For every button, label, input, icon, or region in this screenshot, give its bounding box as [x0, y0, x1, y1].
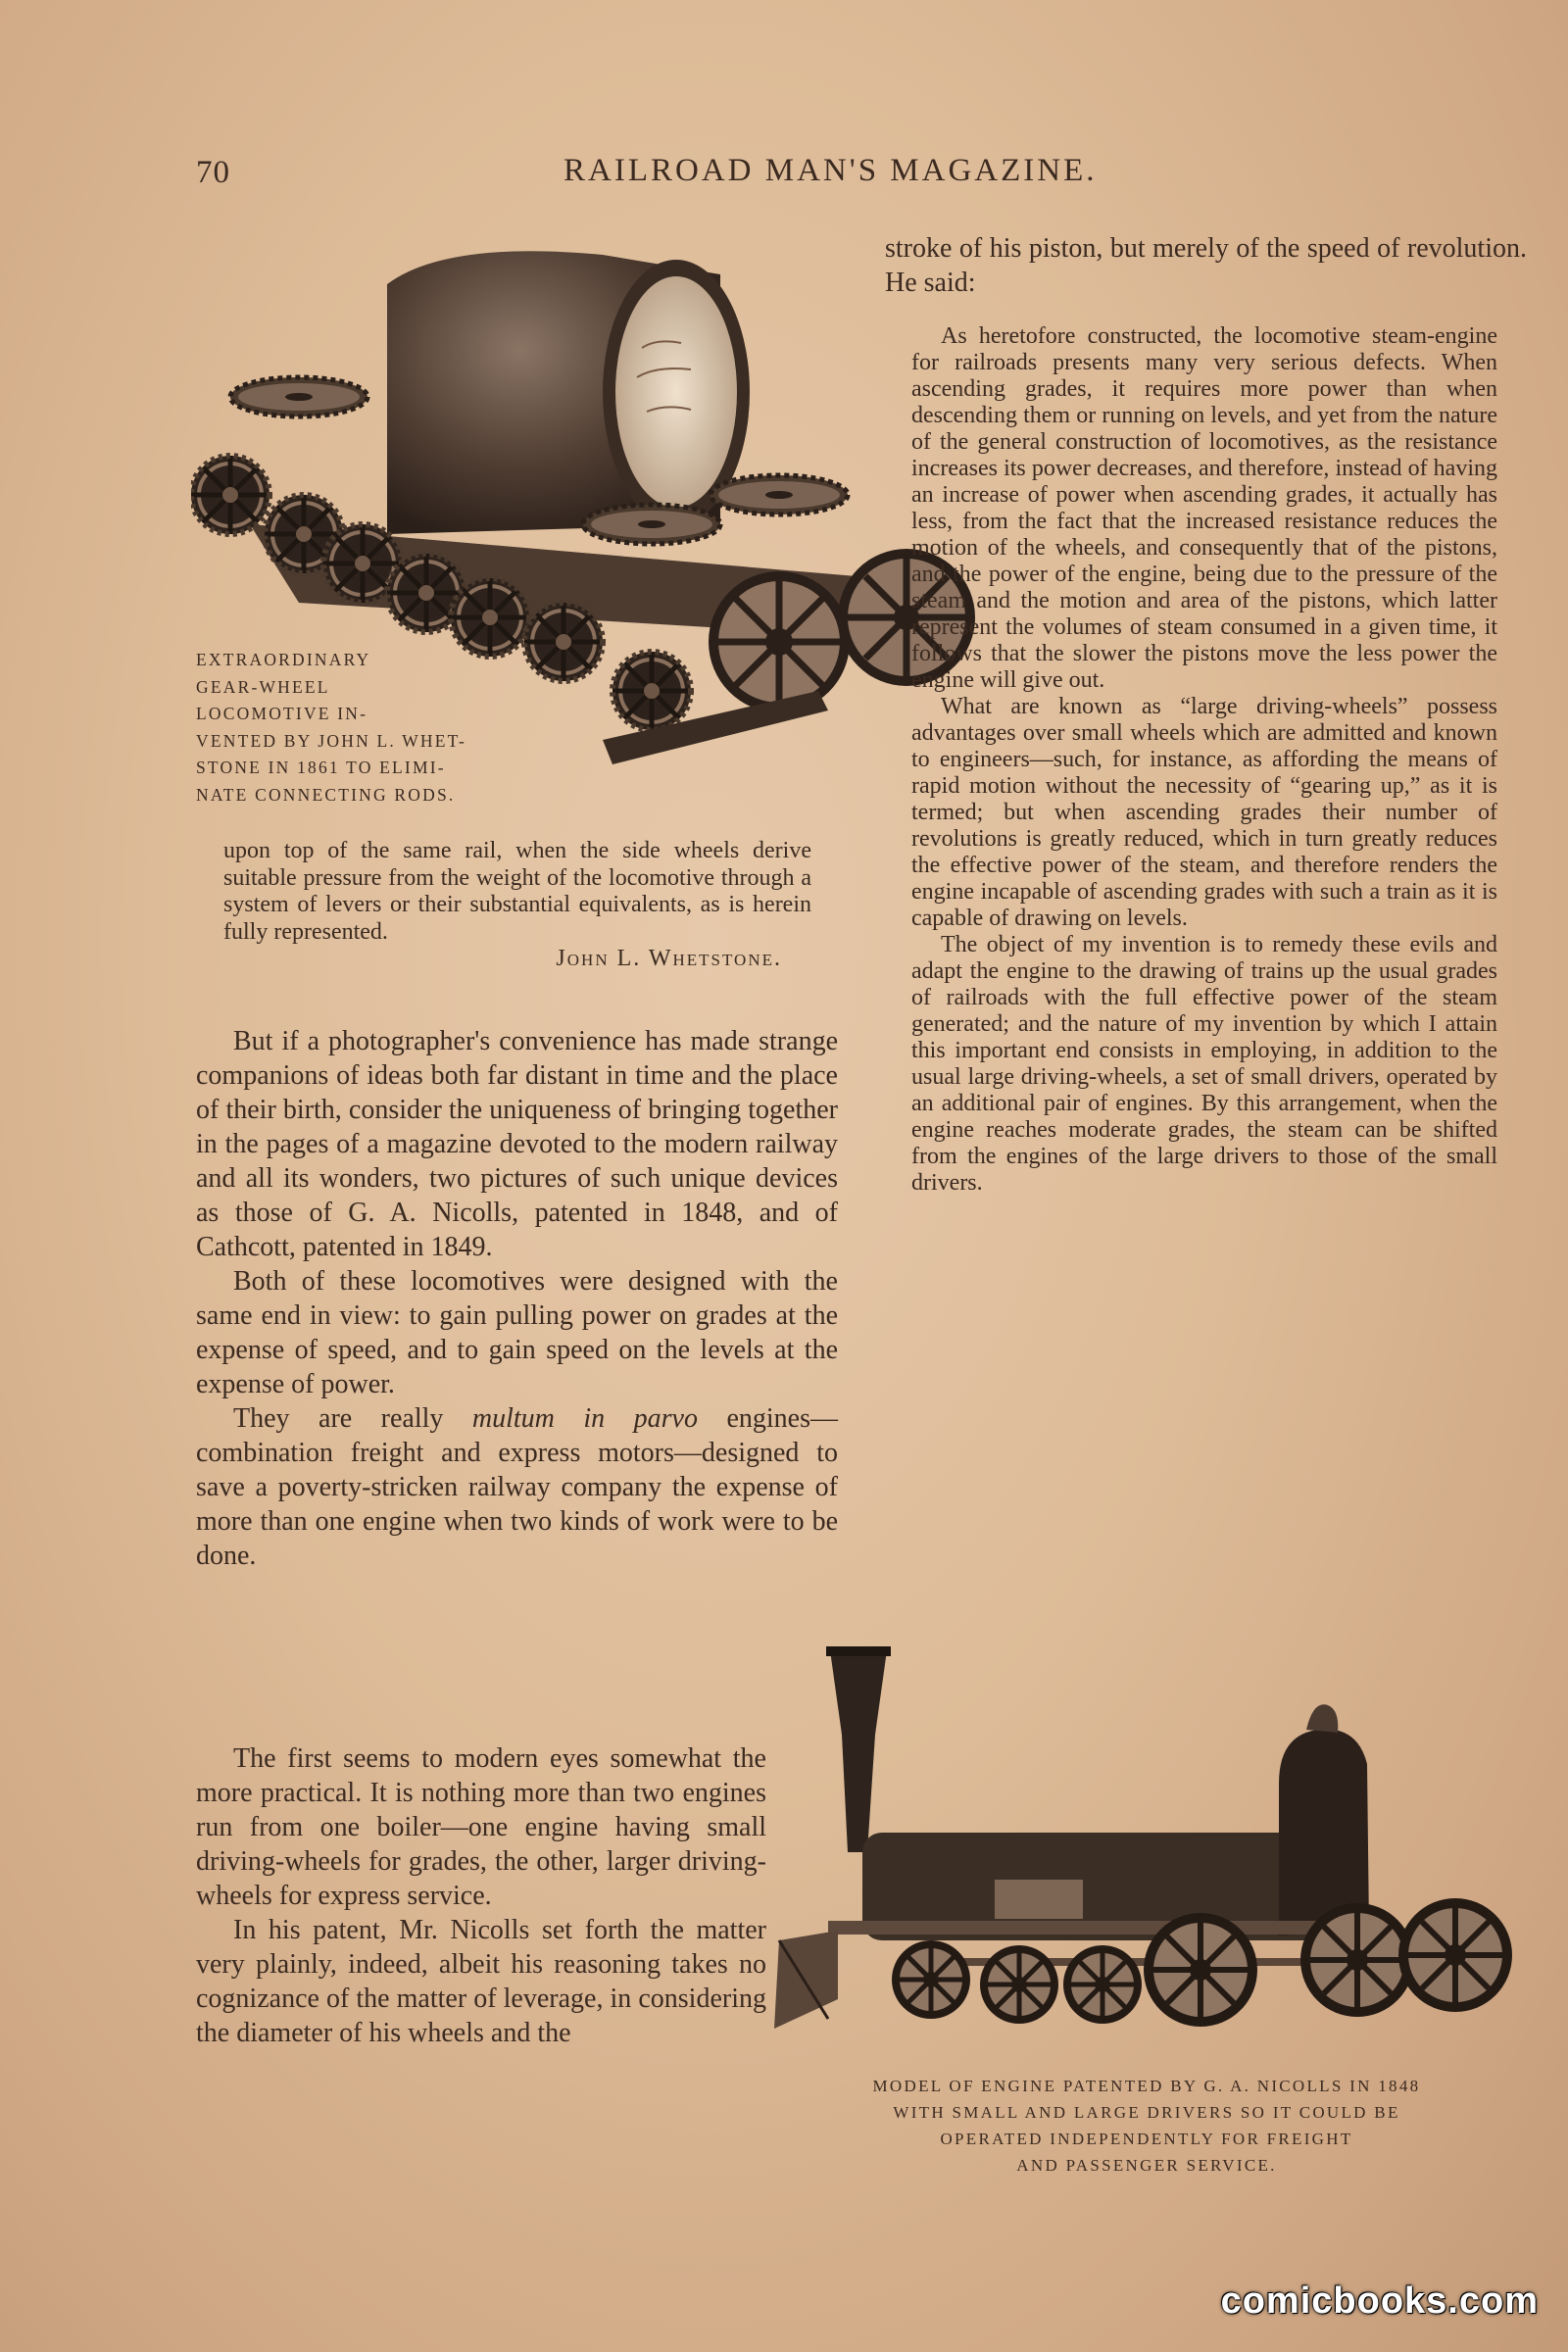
watermark: comicbooks.com	[1220, 2280, 1539, 2322]
caption-line: VENTED BY JOHN L. WHET-	[196, 730, 466, 751]
caption-line: NATE CONNECTING RODS.	[196, 784, 456, 805]
paragraph: The first seems to modern eyes somewhat the more practical. It is nothing more than two engines run from one boiler—one engine having small driving-wheels for grades, the other, larger driving-wheels for express service.	[196, 1743, 766, 1911]
quote-signature: John L. Whetstone.	[556, 946, 782, 971]
caption-line: WITH SMALL AND LARGE DRIVERS SO IT COULD BE	[893, 2103, 1400, 2122]
nicolls-patent-quote	[911, 323, 1497, 1197]
running-head: RAILROAD MAN'S MAGAZINE.	[564, 153, 1098, 188]
left-column-narrow	[196, 1741, 766, 2050]
paragraph: In his patent, Mr. Nicolls set forth the matter very plainly, indeed, albeit his reasoning takes no cognizance of the matter of leverage, in considering the diameter of his wheels and the	[196, 1915, 766, 2048]
whetstone-patent-quote	[223, 838, 811, 973]
bottom-figure-caption	[764, 2073, 1529, 2179]
text-run: engines—combination freight and express motors—designed to save a poverty-stricken railway company the expense of more than one engine when two kinds of work were to be done.	[196, 1403, 838, 1571]
paragraph: Both of these locomotives were designed with the same end in view: to gain pulling power on grades at the expense of speed, and to gain speed on the levels at the expense of power.	[196, 1266, 838, 1399]
top-figure-caption	[196, 647, 588, 808]
nicolls-locomotive-illustration	[769, 1646, 1524, 2058]
caption-line: EXTRAORDINARY	[196, 650, 371, 669]
caption-line: OPERATED INDEPENDENTLY FOR FREIGHT	[940, 2130, 1353, 2148]
paragraph	[196, 1401, 838, 1573]
paragraph: As heretofore constructed, the locomotive steam-engine for railroads presents many very serious defects. When ascending grades, it requires more power than when descending them or running on levels, and yet from the nature of the general construction of locomotives, as the resistance increases its power decreases, and therefore, instead of having an increase of power when ascending grades, it actually has less, from the fact that the increased resistance reduces the motion of the wheels, and consequently that of the pistons, and the power of the engine, being due to the pressure of the steam and the motion and area of the pistons, which latter represent the volumes of steam consumed in a given time, it follows that the slower the pistons move the less power the engine will give out.	[911, 323, 1497, 693]
caption-line: GEAR-WHEEL	[196, 676, 330, 697]
nicolls-engine-photo	[769, 1646, 1524, 2058]
caption-line: STONE IN 1861 TO ELIMI-	[196, 758, 446, 777]
paragraph: What are known as “large driving-wheels” possess advantages over small wheels which are admitted and known to engineers—such, for instance, as affording the means of rapid motion without the necessity of “gearing up,” as it is termed; but when ascending grades their number of revolutions is greatly reduced, which in turn greatly reduces the effective power of the steam, and therefore renders the engine incapable of ascending grades with such a train as it is capable of drawing on levels.	[911, 694, 1497, 931]
caption-line: MODEL OF ENGINE PATENTED BY G. A. NICOLLS IN 1848	[872, 2077, 1421, 2095]
right-column-intro: stroke of his piston, but merely of the speed of revolution. He said:	[885, 233, 1527, 298]
caption-line: AND PASSENGER SERVICE.	[1016, 2156, 1277, 2175]
page-number: 70	[196, 155, 230, 190]
paragraph: The object of my invention is to remedy these evils and adapt the engine to the drawing of trains up the usual grades of railroads with the full effective power of the steam generated; and the nature of my invention by which I attain this important end consists in employing, in addition to the usual large driving-wheels, a set of small drivers, operated by an additional pair of engines. By this arrangement, when the engine reaches moderate grades, the steam can be shifted from the engines of the large drivers to those of the small drivers.	[911, 932, 1497, 1196]
italic-phrase: multum in parvo	[471, 1403, 698, 1434]
left-column-body	[196, 1024, 838, 1573]
paragraph: But if a photographer's convenience has made strange companions of ideas both far distant in time and the place of their birth, consider the uniqueness of bringing together in the pages of a magazine devoted to the modern railway and all its wonders, two pictures of such unique devices as those of G. A. Nicolls, patented in 1848, and of Cathcott, patented in 1849.	[196, 1026, 838, 1262]
quote-text: upon top of the same rail, when the side wheels derive suitable pressure from the weight of the locomotive through a system of levers or their substantial equivalents, as is herein fully represented.	[223, 838, 811, 945]
text-run: They are really	[233, 1403, 444, 1434]
caption-line: LOCOMOTIVE IN-	[196, 704, 368, 723]
